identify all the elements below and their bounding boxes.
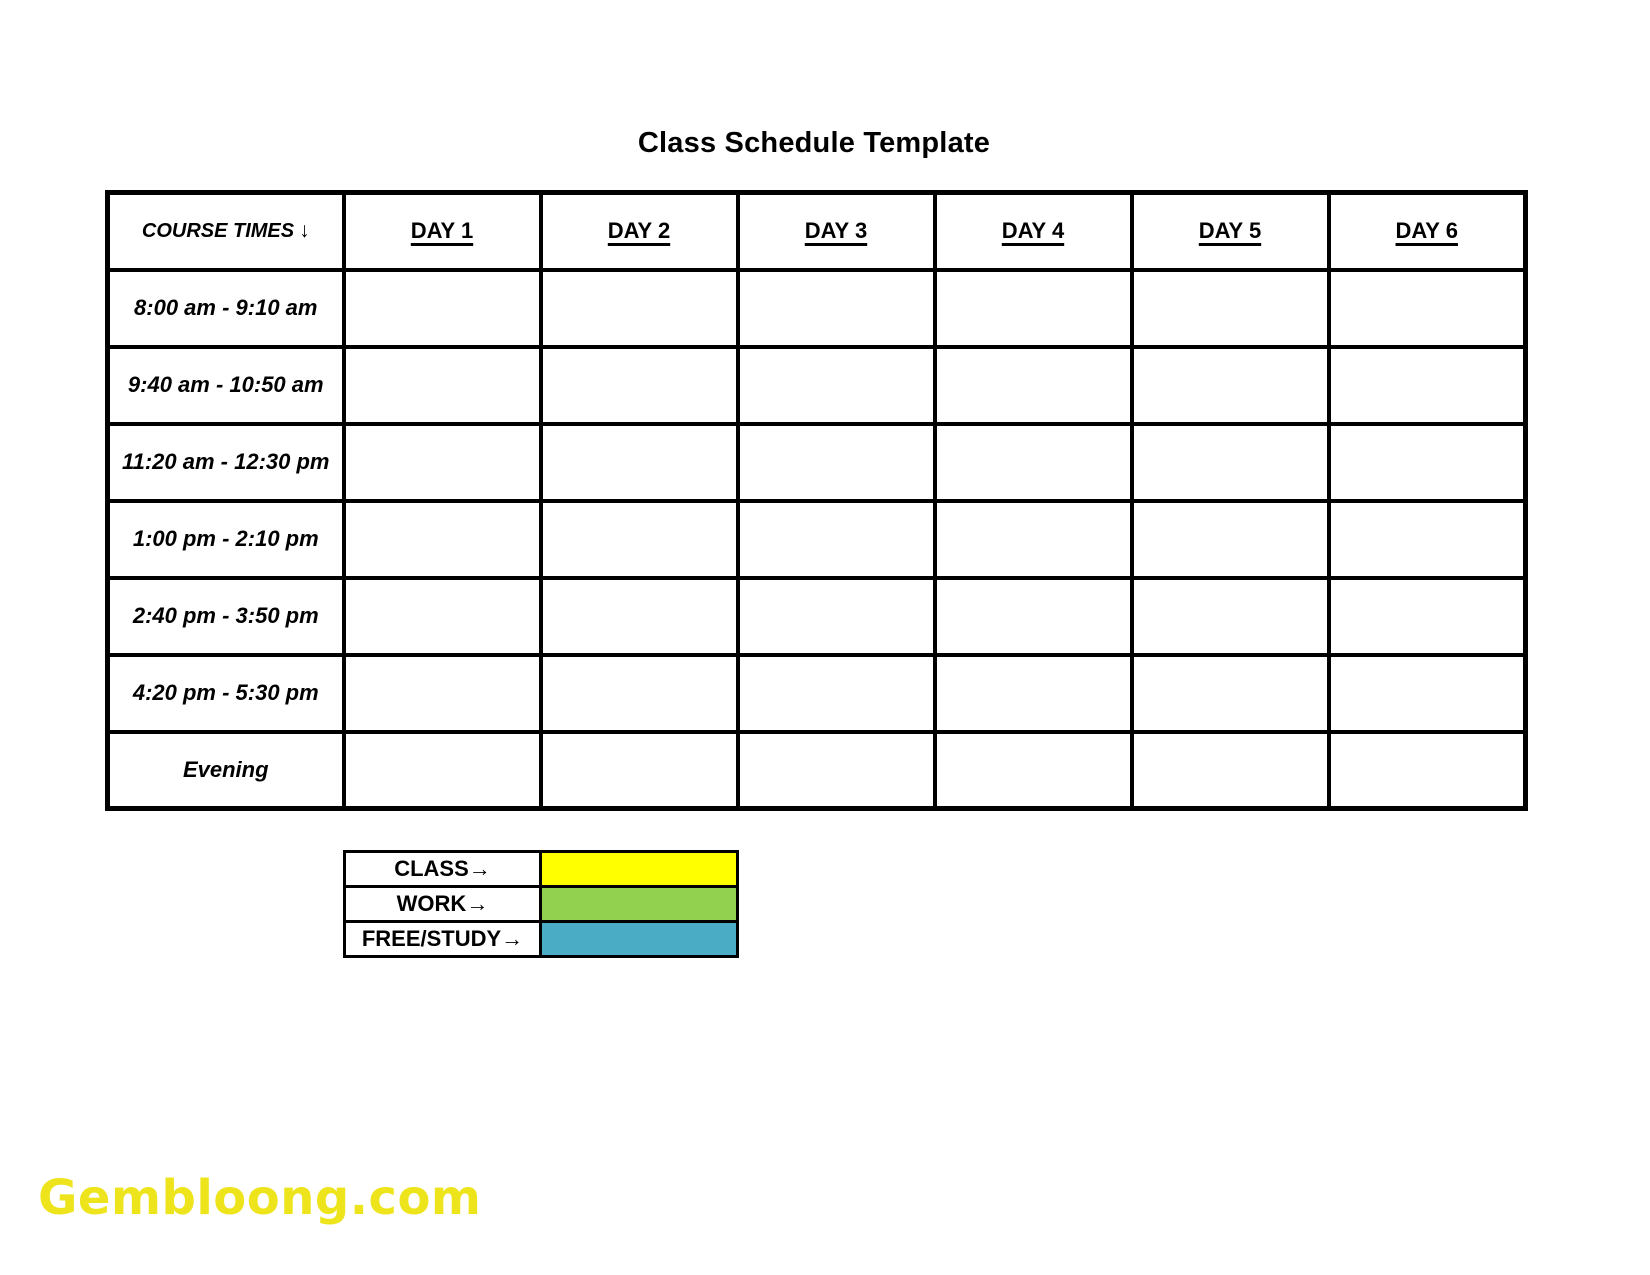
schedule-cell <box>1329 347 1526 424</box>
day-5-header: DAY 5 <box>1132 193 1329 270</box>
schedule-cell <box>1132 655 1329 732</box>
schedule-cell <box>541 655 738 732</box>
schedule-cell <box>1132 501 1329 578</box>
legend-row-class <box>345 852 738 887</box>
schedule-cell <box>1132 578 1329 655</box>
day-3-header: DAY 3 <box>738 193 935 270</box>
time-slot-label: 9:40 am - 10:50 am <box>108 347 344 424</box>
schedule-table <box>105 190 1528 811</box>
schedule-cell <box>935 578 1132 655</box>
header-row <box>108 193 1526 270</box>
schedule-cell <box>1132 424 1329 501</box>
day-2-header: DAY 2 <box>541 193 738 270</box>
legend-work-label: WORK→ <box>345 887 541 922</box>
time-slot-label: 2:40 pm - 3:50 pm <box>108 578 344 655</box>
schedule-cell <box>541 578 738 655</box>
time-slot-label: 8:00 am - 9:10 am <box>108 270 344 347</box>
legend-row-free-study <box>345 922 738 957</box>
schedule-cell <box>344 270 541 347</box>
course-times-header <box>108 193 344 270</box>
legend-row-work <box>345 887 738 922</box>
schedule-cell <box>738 732 935 809</box>
table-row <box>108 501 1526 578</box>
schedule-cell <box>344 732 541 809</box>
down-arrow-icon: ↓ <box>299 219 310 243</box>
schedule-cell <box>935 655 1132 732</box>
schedule-cell <box>1329 501 1526 578</box>
schedule-cell <box>541 347 738 424</box>
schedule-cell <box>738 424 935 501</box>
schedule-cell <box>1329 578 1526 655</box>
schedule-cell <box>738 347 935 424</box>
schedule-cell <box>1329 732 1526 809</box>
legend-class-label: CLASS→ <box>345 852 541 887</box>
schedule-cell <box>935 501 1132 578</box>
legend-table <box>343 850 739 958</box>
schedule-cell <box>1132 347 1329 424</box>
page-title: Class Schedule Template <box>637 127 991 159</box>
table-row <box>108 655 1526 732</box>
schedule-cell <box>935 347 1132 424</box>
schedule-cell <box>344 578 541 655</box>
schedule-cell <box>344 501 541 578</box>
table-row <box>108 270 1526 347</box>
day-4-header: DAY 4 <box>935 193 1132 270</box>
schedule-cell <box>1329 655 1526 732</box>
table-row <box>108 424 1526 501</box>
schedule-cell <box>1132 732 1329 809</box>
schedule-cell <box>935 270 1132 347</box>
schedule-cell <box>541 732 738 809</box>
time-slot-label: Evening <box>108 732 344 809</box>
work-color-swatch <box>541 887 738 922</box>
schedule-cell <box>738 578 935 655</box>
schedule-cell <box>935 424 1132 501</box>
free-study-color-swatch <box>541 922 738 957</box>
course-times-label: COURSE TIMES <box>141 220 295 243</box>
table-row <box>108 578 1526 655</box>
schedule-cell <box>1132 270 1329 347</box>
class-color-swatch <box>541 852 738 887</box>
schedule-cell <box>541 501 738 578</box>
legend-free-study-label: FREE/STUDY→ <box>345 922 541 957</box>
schedule-cell <box>1329 424 1526 501</box>
schedule-cell <box>738 501 935 578</box>
watermark: Gembloong.com <box>38 1170 482 1226</box>
schedule-cell <box>541 424 738 501</box>
schedule-cell <box>541 270 738 347</box>
time-slot-label: 11:20 am - 12:30 pm <box>108 424 344 501</box>
schedule-cell <box>1329 270 1526 347</box>
schedule-cell <box>344 347 541 424</box>
day-1-header: DAY 1 <box>344 193 541 270</box>
schedule-cell <box>935 732 1132 809</box>
time-slot-label: 4:20 pm - 5:30 pm <box>108 655 344 732</box>
schedule-cell <box>738 270 935 347</box>
schedule-cell <box>344 424 541 501</box>
schedule-cell <box>344 655 541 732</box>
time-slot-label: 1:00 pm - 2:10 pm <box>108 501 344 578</box>
schedule-cell <box>738 655 935 732</box>
table-row <box>108 732 1526 809</box>
table-row <box>108 347 1526 424</box>
day-6-header: DAY 6 <box>1329 193 1526 270</box>
